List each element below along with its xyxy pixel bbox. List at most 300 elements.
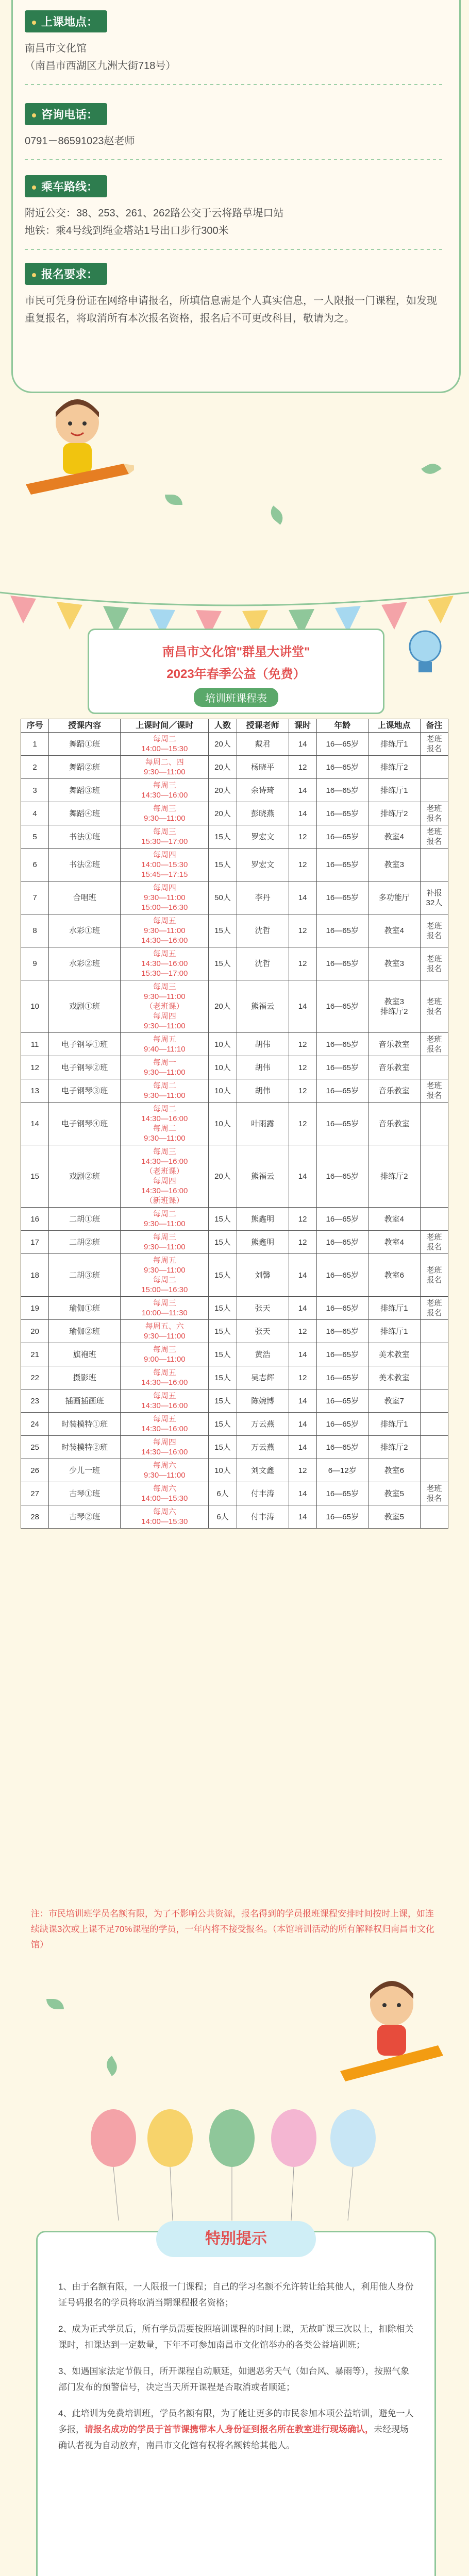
- table-cell: 杨晓平: [237, 756, 289, 779]
- title-pill: 培训班课程表: [194, 688, 278, 707]
- table-cell: 50人: [209, 882, 237, 914]
- table-cell: 每周三 14:30—16:00: [121, 779, 209, 802]
- table-cell: 15人: [209, 1343, 237, 1366]
- table-cell: 14: [289, 1413, 316, 1436]
- table-cell: 胡伟: [237, 1079, 289, 1103]
- table-cell: 二胡②班: [49, 1231, 121, 1254]
- course-title-box: [88, 629, 384, 714]
- table-cell: 每周二 14:30—16:00 每周二 9:30—11:00: [121, 1103, 209, 1145]
- table-cell: 老班 报名: [420, 825, 448, 849]
- tips-box: [36, 2231, 436, 2576]
- table-cell: 16—65岁: [316, 1366, 368, 1389]
- table-cell: [420, 1103, 448, 1145]
- table-cell: 14: [289, 1436, 316, 1459]
- table-cell: 沈哲: [237, 914, 289, 947]
- table-cell: 古琴①班: [49, 1482, 121, 1505]
- table-cell: [420, 1056, 448, 1079]
- table-cell: 教室3: [368, 849, 420, 882]
- table-cell: 16—65岁: [316, 1320, 368, 1343]
- table-row: [21, 756, 448, 779]
- table-cell: 16—65岁: [316, 1103, 368, 1145]
- table-cell: 6人: [209, 1505, 237, 1529]
- table-cell: 舞蹈③班: [49, 779, 121, 802]
- table-row: [21, 914, 448, 947]
- table-cell: [420, 756, 448, 779]
- phone-number: 0791－86591023赵老师: [25, 135, 135, 147]
- title-line2: 2023年春季公益（免费）: [166, 667, 306, 681]
- table-cell: 14: [289, 1505, 316, 1529]
- table-row: [21, 1056, 448, 1079]
- table-cell: 每周五、六 9:30—11:00: [121, 1320, 209, 1343]
- table-cell: 每周二 14:00—15:30: [121, 733, 209, 756]
- table-cell: 每周五 9:40—11:10: [121, 1033, 209, 1056]
- table-cell: 15人: [209, 1254, 237, 1297]
- transit-line2: 地铁：乘4号线到绳金塔站1号出口步行300米: [25, 225, 229, 236]
- table-cell: 排练厅2: [368, 802, 420, 825]
- enroll-text: 市民可凭身份证在网络申请报名，所填信息需是个人真实信息，一人限报一门课程，如发现重复报名，将取消所有本次报名资格，报名后不可更改科目，敬请为之。: [25, 295, 437, 324]
- table-cell: 12: [289, 1103, 316, 1145]
- table-cell: 摄影班: [49, 1366, 121, 1389]
- table-cell: 18: [21, 1254, 49, 1297]
- table-cell: 11: [21, 1033, 49, 1056]
- table-cell: 每周二 9:30—11:00: [121, 1079, 209, 1103]
- course-table: [21, 719, 448, 1529]
- table-cell: 每周三 10:00—11:30: [121, 1297, 209, 1320]
- table-cell: 16—65岁: [316, 914, 368, 947]
- transit-tag: 乘车路线：: [25, 175, 107, 197]
- table-cell: 每周二 9:30—11:00: [121, 1208, 209, 1231]
- table-cell: 15人: [209, 1231, 237, 1254]
- table-cell: 瑜伽②班: [49, 1320, 121, 1343]
- table-cell: 刘文鑫: [237, 1459, 289, 1482]
- table-cell: 老班 报名: [420, 1079, 448, 1103]
- table-cell: 17: [21, 1231, 49, 1254]
- table-cell: 舞蹈①班: [49, 733, 121, 756]
- table-cell: 每周五 14:30—16:00: [121, 1366, 209, 1389]
- table-cell: 排练厅1: [368, 779, 420, 802]
- table-cell: 16—65岁: [316, 802, 368, 825]
- table-cell: 每周一 9:30—11:00: [121, 1056, 209, 1079]
- table-cell: 12: [289, 1079, 316, 1103]
- table-cell: 14: [289, 779, 316, 802]
- table-cell: 26: [21, 1459, 49, 1482]
- table-cell: 老班 报名: [420, 1482, 448, 1505]
- table-cell: [420, 1145, 448, 1208]
- table-cell: 每周五 14:30—16:00 15:30—17:00: [121, 947, 209, 980]
- table-cell: 10人: [209, 1056, 237, 1079]
- table-cell: 每周六 14:00—15:30: [121, 1482, 209, 1505]
- table-cell: 22: [21, 1366, 49, 1389]
- table-cell: 16—65岁: [316, 825, 368, 849]
- table-cell: 12: [289, 1366, 316, 1389]
- lightbulb-icon: [402, 626, 448, 683]
- phone-section: [25, 103, 442, 170]
- leaf-decoration: [267, 505, 287, 524]
- table-row: [21, 1033, 448, 1056]
- table-row: [21, 849, 448, 882]
- table-cell: 补报 32人: [420, 882, 448, 914]
- table-row: [21, 1459, 448, 1482]
- table-cell: 音乐教室: [368, 1103, 420, 1145]
- tip-3: 3、如遇国家法定节假日，所开课程自动顺延，如遇恶劣天气（如台风、暴雨等），按照气象部门发布的预警信号，决定当天所开课程是否取消或者顺延；: [58, 2366, 409, 2392]
- table-cell: 5: [21, 825, 49, 849]
- table-cell: 19: [21, 1297, 49, 1320]
- table-cell: 每周四 9:30—11:00 15:00—16:30: [121, 882, 209, 914]
- table-cell: 教室3: [368, 947, 420, 980]
- table-cell: 张天: [237, 1297, 289, 1320]
- venue-line1: 南昌市文化馆: [25, 43, 87, 54]
- table-cell: 14: [21, 1103, 49, 1145]
- table-row: [21, 1103, 448, 1145]
- title-line1: 南昌市文化馆"群星大讲堂": [162, 645, 310, 659]
- table-cell: [420, 1389, 448, 1413]
- table-cell: 时装模特①班: [49, 1413, 121, 1436]
- table-row: [21, 1505, 448, 1529]
- table-cell: 20: [21, 1320, 49, 1343]
- table-cell: 2: [21, 756, 49, 779]
- table-cell: 教室3 排练厅2: [368, 980, 420, 1033]
- table-row: [21, 1231, 448, 1254]
- table-cell: 水彩②班: [49, 947, 121, 980]
- table-cell: 12: [21, 1056, 49, 1079]
- table-cell: [420, 1505, 448, 1529]
- table-cell: 20人: [209, 779, 237, 802]
- table-cell: 15人: [209, 1208, 237, 1231]
- table-cell: 旗袍班: [49, 1343, 121, 1366]
- table-cell: 教室6: [368, 1459, 420, 1482]
- table-cell: 熊鑫明: [237, 1231, 289, 1254]
- table-cell: 电子钢琴④班: [49, 1103, 121, 1145]
- table-cell: 3: [21, 779, 49, 802]
- table-cell: 16—65岁: [316, 980, 368, 1033]
- table-row: [21, 980, 448, 1033]
- table-cell: 老班 报名: [420, 947, 448, 980]
- table-cell: 老班 报名: [420, 802, 448, 825]
- table-cell: 16—65岁: [316, 1056, 368, 1079]
- table-cell: 余诗琦: [237, 779, 289, 802]
- table-cell: 教室4: [368, 914, 420, 947]
- table-cell: 排练厅1: [368, 1297, 420, 1320]
- table-cell: 16—65岁: [316, 1254, 368, 1297]
- table-cell: 13: [21, 1079, 49, 1103]
- enroll-section: [25, 263, 442, 327]
- table-cell: 戏剧①班: [49, 980, 121, 1033]
- table-cell: 16—65岁: [316, 779, 368, 802]
- table-cell: 4: [21, 802, 49, 825]
- table-cell: 电子钢琴①班: [49, 1033, 121, 1056]
- table-cell: 16—65岁: [316, 1436, 368, 1459]
- table-cell: 熊福云: [237, 1145, 289, 1208]
- table-row: [21, 1436, 448, 1459]
- table-cell: 每周二、四 9:30—11:00: [121, 756, 209, 779]
- table-row: [21, 1297, 448, 1320]
- table-cell: 20人: [209, 802, 237, 825]
- table-cell: 16—65岁: [316, 882, 368, 914]
- table-cell: 15人: [209, 849, 237, 882]
- table-cell: 插画插画班: [49, 1389, 121, 1413]
- table-cell: 12: [289, 1231, 316, 1254]
- table-cell: 老班 报名: [420, 1254, 448, 1297]
- table-cell: 陈婉博: [237, 1389, 289, 1413]
- table-cell: 排练厅2: [368, 756, 420, 779]
- table-cell: 二胡③班: [49, 1254, 121, 1297]
- table-cell: 教室5: [368, 1482, 420, 1505]
- table-cell: 20人: [209, 733, 237, 756]
- table-cell: [420, 1366, 448, 1389]
- table-cell: 7: [21, 882, 49, 914]
- venue-line2: （南昌市西湖区九洲大街718号）: [25, 60, 176, 72]
- table-cell: 教室4: [368, 1208, 420, 1231]
- table-cell: 排练厅2: [368, 1145, 420, 1208]
- table-cell: 熊福云: [237, 980, 289, 1033]
- balloons-decoration: [88, 2092, 381, 2226]
- table-row: [21, 1145, 448, 1208]
- table-cell: 每周四 14:00—15:30 15:45—17:15: [121, 849, 209, 882]
- table-cell: 戴君: [237, 733, 289, 756]
- venue-section: [25, 10, 442, 94]
- table-cell: 16—65岁: [316, 1505, 368, 1529]
- venue-tag: 上课地点：: [25, 10, 107, 32]
- table-cell: 书法②班: [49, 849, 121, 882]
- table-cell: 罗宏文: [237, 849, 289, 882]
- table-cell: 15人: [209, 1436, 237, 1459]
- table-cell: 每周四 14:30—16:00: [121, 1436, 209, 1459]
- table-cell: 老班 报名: [420, 1297, 448, 1320]
- table-cell: 10人: [209, 1079, 237, 1103]
- table-cell: 瑜伽①班: [49, 1297, 121, 1320]
- table-row: [21, 1320, 448, 1343]
- table-cell: 每周三 9:30—11:00 （老班课） 每周四 9:30—11:00: [121, 980, 209, 1033]
- table-cell: 6—12岁: [316, 1459, 368, 1482]
- table-cell: 书法①班: [49, 825, 121, 849]
- table-cell: 15人: [209, 825, 237, 849]
- table-cell: 每周三 15:30—17:00: [121, 825, 209, 849]
- table-cell: 14: [289, 1145, 316, 1208]
- table-row: [21, 1389, 448, 1413]
- table-cell: 15人: [209, 1297, 237, 1320]
- table-cell: 12: [289, 1208, 316, 1231]
- table-cell: 舞蹈④班: [49, 802, 121, 825]
- table-cell: 每周五 14:30—16:00: [121, 1389, 209, 1413]
- table-cell: 每周五 9:30—11:00 每周二 15:00—16:30: [121, 1254, 209, 1297]
- table-cell: 二胡①班: [49, 1208, 121, 1231]
- transit-section: [25, 175, 442, 259]
- table-cell: 10人: [209, 1033, 237, 1056]
- note-text: 注：市民培训班学员名额有限，为了不影响公共资源，报名得到的学员报班课程安排时间按时上课，如连续缺课3次或上课不足70%课程的学员，一年内将不接受报名。（本馆培训活动的所有解释权归南昌市文化馆）: [31, 1909, 434, 1950]
- table-cell: 21: [21, 1343, 49, 1366]
- table-header: [21, 719, 448, 733]
- table-row: [21, 947, 448, 980]
- table-cell: 16—65岁: [316, 1389, 368, 1413]
- table-header-cell: 上课地点: [368, 719, 420, 733]
- table-cell: 罗宏文: [237, 825, 289, 849]
- table-cell: 美术教室: [368, 1366, 420, 1389]
- table-cell: 老班 报名: [420, 1033, 448, 1056]
- table-cell: 付丰涛: [237, 1505, 289, 1529]
- table-cell: 付丰涛: [237, 1482, 289, 1505]
- table-cell: 16—65岁: [316, 1482, 368, 1505]
- table-cell: 27: [21, 1482, 49, 1505]
- table-cell: 黄浩: [237, 1343, 289, 1366]
- table-cell: 胡伟: [237, 1033, 289, 1056]
- table-cell: 音乐教室: [368, 1079, 420, 1103]
- table-cell: 9: [21, 947, 49, 980]
- table-cell: 1: [21, 733, 49, 756]
- table-cell: 16—65岁: [316, 733, 368, 756]
- table-cell: 10: [21, 980, 49, 1033]
- table-cell: 音乐教室: [368, 1056, 420, 1079]
- table-row: [21, 802, 448, 825]
- table-row: [21, 882, 448, 914]
- table-cell: 16—65岁: [316, 1413, 368, 1436]
- table-cell: 教室5: [368, 1505, 420, 1529]
- table-row: [21, 1079, 448, 1103]
- table-cell: 教室6: [368, 1254, 420, 1297]
- table-cell: 少儿一班: [49, 1459, 121, 1482]
- table-cell: 6: [21, 849, 49, 882]
- table-cell: 14: [289, 733, 316, 756]
- table-cell: 每周五 14:30—16:00: [121, 1413, 209, 1436]
- table-cell: 14: [289, 980, 316, 1033]
- table-cell: 16—65岁: [316, 1145, 368, 1208]
- table-row: [21, 779, 448, 802]
- leaf-decoration: [165, 495, 182, 505]
- phone-tag: 咨询电话：: [25, 103, 107, 125]
- table-header-cell: 备注: [420, 719, 448, 733]
- table-header-cell: 授课老师: [237, 719, 289, 733]
- table-cell: 28: [21, 1505, 49, 1529]
- table-cell: 彭晓燕: [237, 802, 289, 825]
- table-cell: 每周三 9:00—11:00: [121, 1343, 209, 1366]
- table-header-cell: 课时: [289, 719, 316, 733]
- table-cell: [420, 849, 448, 882]
- table-cell: 15: [21, 1145, 49, 1208]
- table-cell: 16—65岁: [316, 1343, 368, 1366]
- table-header-cell: 上课时间／课时: [121, 719, 209, 733]
- table-cell: 12: [289, 947, 316, 980]
- table-cell: 胡伟: [237, 1056, 289, 1079]
- table-cell: 20人: [209, 756, 237, 779]
- table-cell: [420, 1343, 448, 1366]
- table-cell: [420, 1436, 448, 1459]
- table-cell: 16: [21, 1208, 49, 1231]
- table-cell: 24: [21, 1413, 49, 1436]
- table-cell: 16—65岁: [316, 947, 368, 980]
- table-cell: 排练厅1: [368, 1413, 420, 1436]
- table-cell: 吴志辉: [237, 1366, 289, 1389]
- table-cell: 14: [289, 1482, 316, 1505]
- table-cell: 8: [21, 914, 49, 947]
- table-cell: 沈哲: [237, 947, 289, 980]
- tip-2: 2、成为正式学员后，所有学员需要按照培训课程的时间上课，无故旷课三次以上，扣除相关课时，扣课达到一定数量，下年不可参加南昌市文化馆举办的各类公益培训班；: [58, 2324, 414, 2350]
- leaf-decoration: [46, 1999, 64, 2009]
- table-cell: 14: [289, 1297, 316, 1320]
- enroll-tag: 报名要求：: [25, 263, 107, 285]
- table-cell: 14: [289, 1389, 316, 1413]
- table-row: [21, 1366, 448, 1389]
- table-cell: 音乐教室: [368, 1033, 420, 1056]
- table-header-cell: 年龄: [316, 719, 368, 733]
- pencil-kid-illustration: [330, 1968, 454, 2087]
- table-cell: 熊鑫明: [237, 1208, 289, 1231]
- table-cell: 每周五 9:30—11:00 14:30—16:00: [121, 914, 209, 947]
- table-cell: 每周三 14:30—16:00 （老班课） 每周四 14:30—16:00 （新班课）: [121, 1145, 209, 1208]
- table-cell: 万云燕: [237, 1413, 289, 1436]
- leaf-decoration: [421, 460, 441, 478]
- table-cell: 时装模特②班: [49, 1436, 121, 1459]
- transit-line1: 附近公交：38、253、261、262路公交于云将路草堤口站: [25, 208, 284, 219]
- table-cell: 每周三 9:30—11:00: [121, 1231, 209, 1254]
- table-cell: 16—65岁: [316, 849, 368, 882]
- table-row: [21, 1254, 448, 1297]
- table-row: [21, 1482, 448, 1505]
- table-cell: 老班 报名: [420, 914, 448, 947]
- table-cell: 12: [289, 1459, 316, 1482]
- table-cell: 舞蹈②班: [49, 756, 121, 779]
- table-cell: 教室4: [368, 1231, 420, 1254]
- table-cell: 电子钢琴③班: [49, 1079, 121, 1103]
- table-cell: 14: [289, 802, 316, 825]
- table-cell: 每周六 9:30—11:00: [121, 1459, 209, 1482]
- table-cell: 合唱班: [49, 882, 121, 914]
- table-cell: 12: [289, 1320, 316, 1343]
- table-cell: 电子钢琴②班: [49, 1056, 121, 1079]
- pencil-kid-illustration: [21, 392, 134, 510]
- table-cell: 老班 报名: [420, 733, 448, 756]
- table-cell: 张天: [237, 1320, 289, 1343]
- table-cell: 美术教室: [368, 1343, 420, 1366]
- table-cell: [420, 1459, 448, 1482]
- table-cell: 12: [289, 1056, 316, 1079]
- table-cell: 15人: [209, 947, 237, 980]
- leaf-decoration: [103, 2056, 121, 2076]
- table-cell: 16—65岁: [316, 1079, 368, 1103]
- table-cell: 12: [289, 1033, 316, 1056]
- table-cell: 排练厅1: [368, 733, 420, 756]
- table-cell: 刘馨: [237, 1254, 289, 1297]
- table-cell: 6人: [209, 1482, 237, 1505]
- tip-4: 4、此培训为免费培训班，学员名额有限，为了能让更多的市民参加本项公益培训，避免一人多报，请报名成功的学员于首节课携带本人身份证到报名所在教室进行现场确认，未经现场确认者视为自动放弃，南昌市文化馆有权将名额转给其他人。: [58, 2409, 414, 2450]
- table-cell: 16—65岁: [316, 1208, 368, 1231]
- table-cell: 每周六 14:00—15:30: [121, 1505, 209, 1529]
- table-cell: 老班 报名: [420, 1231, 448, 1254]
- table-cell: 25: [21, 1436, 49, 1459]
- table-cell: 14: [289, 1343, 316, 1366]
- table-cell: [420, 1413, 448, 1436]
- table-cell: 10人: [209, 1459, 237, 1482]
- tips-title: 特别提示: [156, 2221, 316, 2257]
- table-cell: 14: [289, 882, 316, 914]
- table-row: [21, 825, 448, 849]
- table-cell: 16—65岁: [316, 756, 368, 779]
- table-cell: 20人: [209, 980, 237, 1033]
- table-cell: 排练厅1: [368, 1320, 420, 1343]
- table-cell: [420, 1208, 448, 1231]
- table-cell: 戏剧②班: [49, 1145, 121, 1208]
- table-cell: 教室4: [368, 825, 420, 849]
- table-header-cell: 授课内容: [49, 719, 121, 733]
- table-cell: 教室7: [368, 1389, 420, 1413]
- table-cell: 李丹: [237, 882, 289, 914]
- table-cell: 多功能厅: [368, 882, 420, 914]
- table-cell: 15人: [209, 1413, 237, 1436]
- table-cell: 16—65岁: [316, 1231, 368, 1254]
- table-cell: 老班 报名: [420, 980, 448, 1033]
- table-cell: 12: [289, 849, 316, 882]
- table-cell: 12: [289, 914, 316, 947]
- table-cell: 20人: [209, 1145, 237, 1208]
- table-cell: 水彩①班: [49, 914, 121, 947]
